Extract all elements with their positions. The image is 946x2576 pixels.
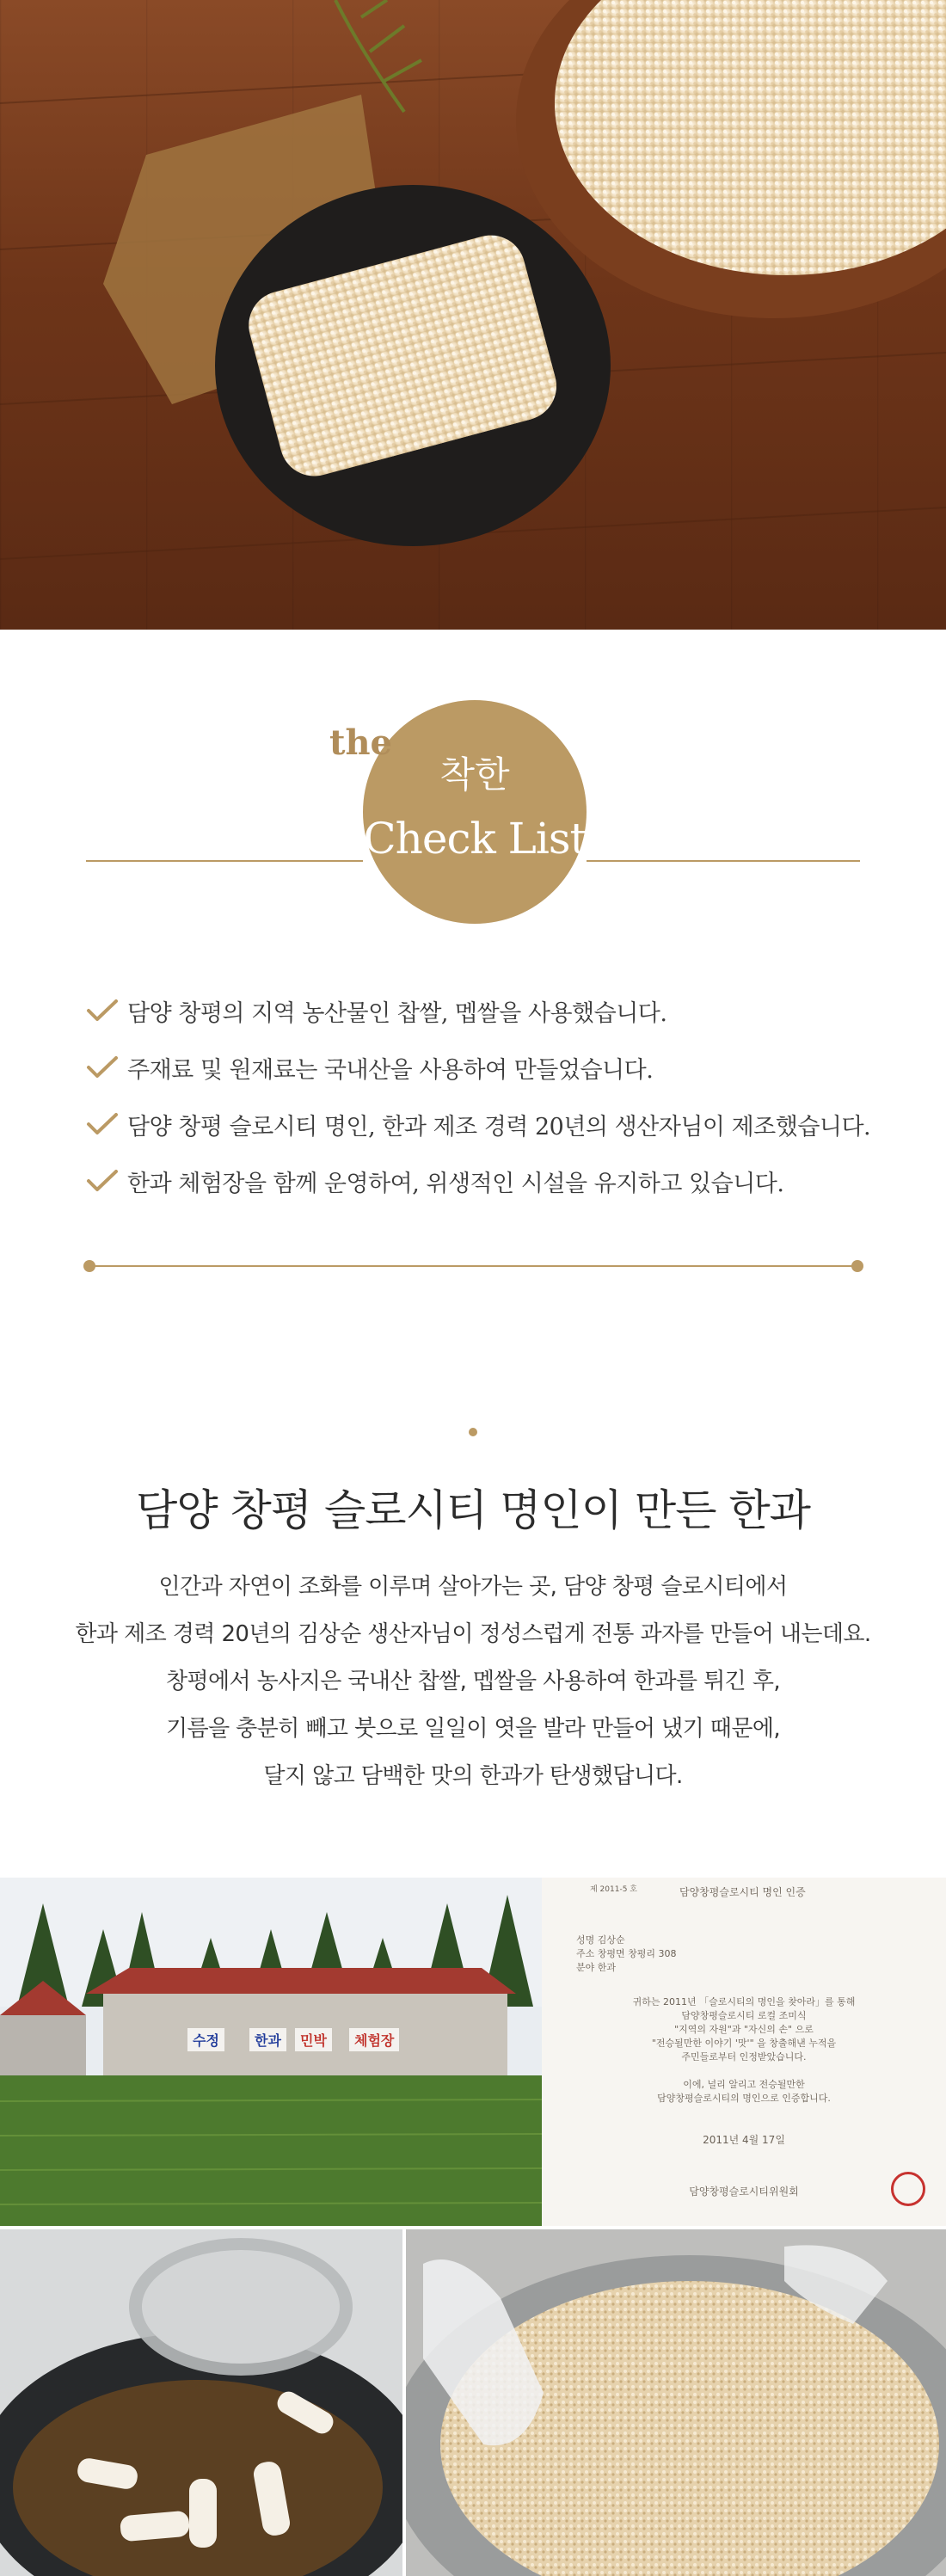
cert-body2-line: 담양창평슬로시티의 명인으로 인증합니다. (657, 2093, 831, 2104)
desc-line: 창평에서 농사지은 국내산 찹쌀, 멥쌀을 사용하여 한과를 튀긴 후, (165, 1669, 781, 1694)
sign-suzeong: 수정 (187, 2028, 224, 2051)
title-circle (363, 700, 587, 924)
check-item-text: 담양 창평 슬로시티 명인, 한과 제조 경력 20년의 생산자님이 제조했습니다. (127, 1113, 871, 1140)
divider-dot-right (851, 1260, 863, 1272)
cert-date: 2011년 4월 17일 (703, 2134, 785, 2146)
cert-body-line: 담양창평슬로시티 로컬 조미식 (681, 2010, 807, 2021)
cert-body-line: 귀하는 2011년 「슬로시티의 명인을 찾아라」를 통해 (632, 1996, 856, 2007)
desc-line: 기름을 충분히 빼고 붓으로 일일이 엿을 발라 만들어 냈기 때문에, (165, 1716, 781, 1742)
title-ko: 착한 (439, 753, 510, 796)
checkmark-icon (86, 1111, 119, 1137)
check-item (86, 1153, 877, 1209)
desc-line: 달지 않고 담백한 맛의 한과가 탄생했답니다. (263, 1763, 683, 1789)
cert-name: 성명 김상순 (576, 1934, 625, 1946)
check-list (86, 982, 877, 1209)
check-item (86, 982, 877, 1039)
title-en: Check List (363, 814, 587, 864)
checkmark-icon (86, 1054, 119, 1080)
cert-address: 주소 창평면 창평리 308 (576, 1948, 677, 1959)
divider-left (86, 860, 363, 862)
desc-line: 한과 제조 경력 20년의 김상순 생산자님이 정성스럽게 전통 과자를 만들어 내는데요. (75, 1621, 871, 1647)
cert-body-line: "전승될만한 이야기 '맛'" 을 창출해낸 누적을 (651, 2038, 837, 2049)
checkmark-icon (86, 1168, 119, 1194)
workshop-building-photo (0, 1878, 542, 2226)
check-item (86, 1096, 877, 1153)
building-illustration (0, 1878, 542, 2226)
frying-photo (0, 2229, 402, 2576)
hero-illustration (0, 0, 946, 630)
checkmark-icon (86, 998, 119, 1024)
cert-body-line: "지역의 자원"과 "자신의 손" 으로 (674, 2024, 814, 2035)
certificate-photo (542, 1878, 946, 2226)
cert-title: 담양창평슬로시티 명인 인증 (679, 1886, 806, 1898)
desc-line: 인간과 자연이 조화를 이루며 살아가는 곳, 담양 창평 슬로시티에서 (158, 1574, 788, 1600)
sign-minbak: 민박 (295, 2028, 332, 2051)
section-dot (469, 1428, 477, 1436)
cert-issuer: 담양창평슬로시티위원회 (689, 2186, 799, 2198)
cert-field: 분야 한과 (576, 1962, 617, 1973)
the-label: the (329, 722, 393, 763)
official-seal-icon (891, 2172, 925, 2206)
cert-body2-line: 이에, 널리 알리고 전승될만한 (683, 2079, 805, 2090)
master-title: 담양 창평 슬로시티 명인이 만든 한과 (136, 1485, 810, 1535)
master-description (0, 1564, 946, 1800)
check-item-text: 담양 창평의 지역 농산물인 찹쌀, 멥쌀을 사용했습니다. (127, 999, 667, 1027)
checklist-bottom-divider (89, 1265, 857, 1267)
hero-photo (0, 0, 946, 630)
check-item-text: 주재료 및 원재료는 국내산을 사용하여 만들었습니다. (127, 1056, 654, 1084)
cert-number: 제 2011-5 호 (590, 1885, 637, 1894)
divider-right (587, 860, 860, 862)
coating-illustration (406, 2229, 946, 2576)
check-item-text: 한과 체험장을 함께 운영하여, 위생적인 시설을 유지하고 있습니다. (127, 1170, 784, 1197)
sign-chehumjang: 체험장 (349, 2028, 399, 2051)
frying-illustration (0, 2229, 402, 2576)
sign-hangwa: 한과 (249, 2028, 286, 2051)
cert-body-line: 주민들로부터 인정받았습니다. (681, 2051, 807, 2063)
check-item (86, 1039, 877, 1096)
coating-photo (406, 2229, 946, 2576)
